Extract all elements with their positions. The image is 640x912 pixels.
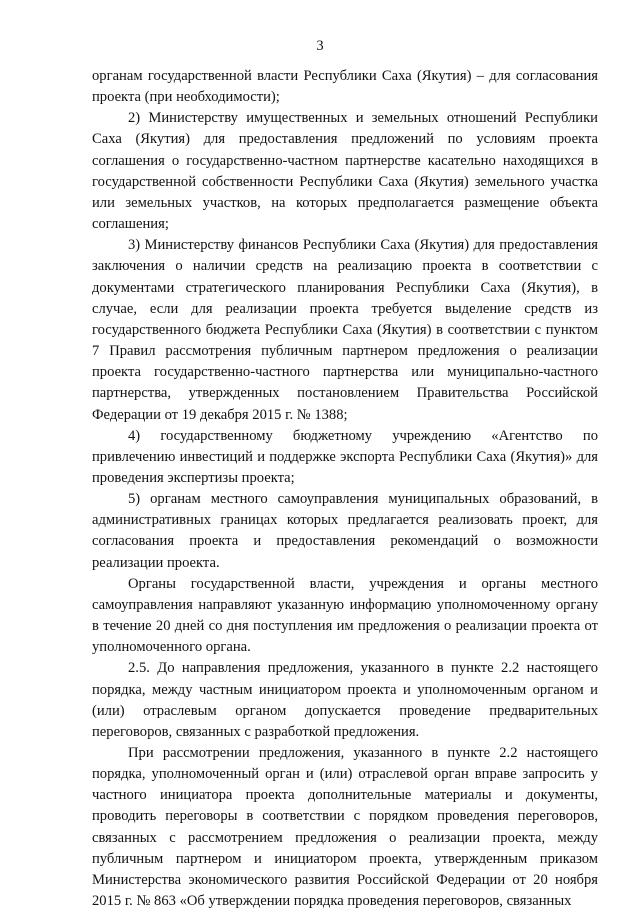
paragraph-authorities-response: Органы государственной власти, учреждения и органы местного самоуправления направляют указанную информацию уполномоченному органу в течение 20 дней со дня поступления им предложения о реализации проекта от уполномоченного органа. xyxy=(92,575,598,656)
paragraph-item-3: 3) Министерству финансов Республики Саха (Якутия) для предоставления заключения о наличии средств на реализацию проекта в соответствии с документами стратегического планирования Республики Саха (Якутия), в случае, если для реализации проекта требуется выделение средств из государственного бюджета Республики Саха (Якутия) в соответствии с пунктом 7 Правил рассмотрения публичным партнером предложения о реализации проекта государственно-частного партнерства или муниципально-частного партнерства, утвержденных постановлением Правительства Российской Федерации от 19 декабря 2015 г. № 1388; xyxy=(92,237,598,423)
page-number: 3 xyxy=(316,38,324,54)
paragraph-section-2-5: 2.5. До направления предложения, указанного в пункте 2.2 настоящего порядка, между частным инициатором проекта и уполномоченным органом и (или) отраслевым органом допускается проведение предварительных переговоров, связанных с разработкой предложения. xyxy=(92,660,598,740)
paragraph-item-5: 5) органам местного самоуправления муниципальных образований, в административных границах которых предлагается реализовать проект, для согласования проекта и предоставления рекомендаций о возможности реализации проекта. xyxy=(92,491,598,571)
paragraph-item-4: 4) государственному бюджетному учреждению «Агентство по привлечению инвестиций и поддержке экспорта Республики Саха (Якутия)» для проведения экспертизы проекта; xyxy=(92,427,598,486)
paragraph-continuation: органам государственной власти Республики Саха (Якутия) – для согласования проекта (при необходимости); xyxy=(92,68,598,106)
paragraph-review-proposal: При рассмотрении предложения, указанного в пункте 2.2 настоящего порядка, уполномоченный орган и (или) отраслевой орган вправе запросить у частного инициатора проекта дополнительные материалы и документы, проводить переговоры в соответствии с порядком проведения переговоров, связанных с рассмотрением предложения о реализации проекта, между публичным партнером и инициатором проекта, утвержденным приказом Министерства экономического развития Российской Федерации от 20 ноября 2015 г. № 863 «Об утверждении порядка проведения переговоров, связанных xyxy=(92,745,598,910)
paragraph-item-2: 2) Министерству имущественных и земельных отношений Республики Саха (Якутия) для предоставления предложений по условиям проекта соглашения о государственно-частном партнерстве касательно находящихся в государственной собственности Республики Саха (Якутия) земельного участка или земельных участков, на которых предполагается размещение объекта соглашения; xyxy=(92,110,598,233)
document-body xyxy=(92,66,598,912)
